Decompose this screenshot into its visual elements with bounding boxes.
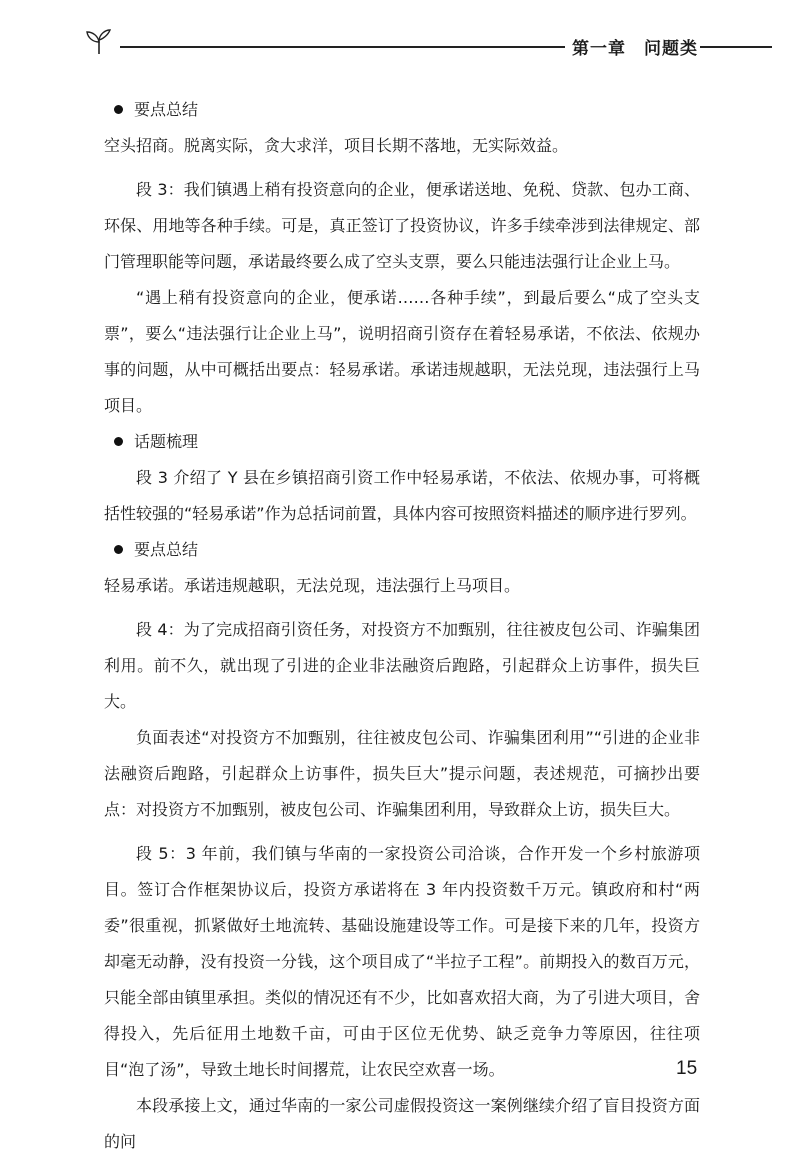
paragraph: “遇上稍有投资意向的企业，便承诺……各种手续”，到最后要么“成了空头支票”，要么“违法强行让企业上马”，说明招商引资存在着轻易承诺，不依法、依规办事的问题，从中可概括出要点：轻易承诺。承诺违规越职，无法兑现，违法强行上马项目。	[104, 288, 700, 415]
paragraph: 负面表述“对投资方不加甄别，往往被皮包公司、诈骗集团利用”“引进的企业非法融资后跑路，引起群众上访事件，损失巨大”提示问题，表述规范，可摘抄出要点：对投资方不加甄别，被皮包公司、诈骗集团利用，导致群众上访，损失巨大。	[104, 728, 700, 819]
section-gap	[104, 828, 700, 836]
header-rule	[700, 46, 772, 48]
section-gap	[104, 164, 700, 172]
header-rule	[120, 46, 565, 48]
section-heading: 话题梳理	[134, 424, 700, 460]
paragraph: 轻易承诺。承诺违规越职，无法兑现，违法强行上马项目。	[104, 576, 521, 595]
paragraph: 段 3：我们镇遇上稍有投资意向的企业，便承诺送地、免税、贷款、包办工商、环保、用地等各种手续。可是，真正签订了投资协议，许多手续牵涉到法律规定、部门管理职能等问题，承诺最终要么成了空头支票，要么只能违法强行让企业上马。	[104, 180, 700, 271]
paragraph: 空头招商。脱离实际，贪大求洋，项目长期不落地，无实际效益。	[104, 136, 569, 155]
section-heading: 要点总结	[134, 92, 700, 128]
page-number: 15	[676, 1058, 698, 1079]
paragraph: 段 3 介绍了 Y 县在乡镇招商引资工作中轻易承诺，不依法、依规办事，可将概括性较强的“轻易承诺”作为总括词前置，具体内容可按照资料描述的顺序进行罗列。	[104, 468, 700, 523]
paragraph: 本段承接上文，通过华南的一家公司虚假投资这一案例继续介绍了盲目投资方面的问	[104, 1096, 700, 1151]
section-gap	[104, 604, 700, 612]
sprout-icon	[84, 26, 114, 56]
page-content	[104, 92, 700, 1160]
paragraph: 段 4：为了完成招商引资任务，对投资方不加甄别，往往被皮包公司、诈骗集团利用。前不久，就出现了引进的企业非法融资后跑路，引起群众上访事件，损失巨大。	[104, 620, 700, 711]
section-heading: 要点总结	[134, 532, 700, 568]
paragraph: 段 5：3 年前，我们镇与华南的一家投资公司洽谈，合作开发一个乡村旅游项目。签订合作框架协议后，投资方承诺将在 3 年内投资数千万元。镇政府和村“两委”很重视，抓紧做好土地流转、基础设施建设等工作。可是接下来的几年，投资方却毫无动静，没有投资一分钱，这个项目成了“半拉子工程”。前期投入的数百万元，只能全部由镇里承担。类似的情况还有不少，比如喜欢招大商，为了引进大项目，舍得投入，先后征用土地数千亩，可由于区位无优势、缺乏竞争力等原因，往往项目“泡了汤”，导致土地长时间撂荒，让农民空欢喜一场。	[104, 844, 700, 1079]
chapter-title: 第一章 问题类	[572, 39, 698, 59]
